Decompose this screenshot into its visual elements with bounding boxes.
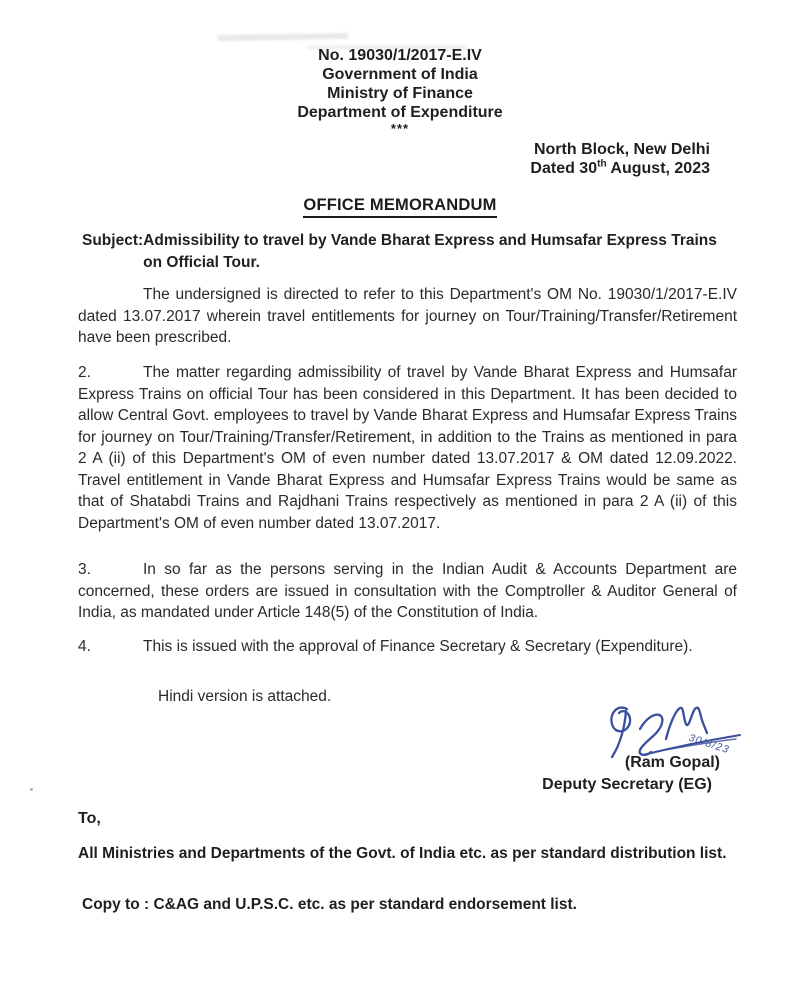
faded-stamp-artifact [218,33,348,41]
paragraph-4 [78,636,737,658]
reference-number: No. 19030/1/2017-E.IV [318,47,482,64]
memo-title-row [0,196,800,218]
paragraph-2 [78,362,737,534]
paragraph-3 [78,559,737,624]
distribution-text: All Ministries and Departments of the Govt. of India etc. as per standard distribution list. [78,845,727,862]
date-line [530,159,710,178]
paragraph-1 [78,284,737,349]
date-prefix: Dated 30 [530,160,598,177]
signatory-name: (Ram Gopal) [624,754,720,771]
org-government: Government of India [322,66,478,83]
paragraph-3-number: 3. [78,561,91,578]
place-line: North Block, New Delhi [533,141,710,158]
paragraph-4-number: 4. [78,638,91,655]
subject-text: Admissibility to travel by Vande Bharat Express and Humsafar Express Trains on Official Tour. [143,232,717,271]
org-department: Department of Expenditure [297,104,503,121]
separator-stars: *** [390,121,410,136]
to-label: To, [78,810,101,827]
signature-date-scribble: 30/8/23 [687,731,731,757]
letterhead [0,46,800,136]
closing-note: Hindi version is attached. [158,688,332,705]
paragraph-4-text: This is issued with the approval of Finance Secretary & Secretary (Expenditure). [143,638,693,655]
date-suffix: August, 2023 [606,160,710,177]
date-ordinal-suffix: th [597,158,607,170]
signatory-designation: Deputy Secretary (EG) [542,776,712,793]
scan-dot-artifact [30,788,33,791]
paragraph-3-text: In so far as the persons serving in the Indian Audit & Accounts Department are concerned, these orders are issued in consultation with the Comptroller & Auditor General of India, as mandated under Article 148(5) of the Constitution of India. [78,561,737,621]
memo-title: OFFICE MEMORANDUM [303,196,496,218]
org-ministry: Ministry of Finance [327,85,473,102]
paragraph-1-text: The undersigned is directed to refer to this Department's OM No. 19030/1/2017-E.IV dated 13.07.2017 wherein travel entitlements for journey on Tour/Training/Transfer/Retirement have been prescribed. [78,286,737,346]
paragraph-2-number: 2. [78,364,91,381]
place-date-block [530,140,710,178]
paragraph-2-text: The matter regarding admissibility of travel by Vande Bharat Express and Humsafar Express Trains on official Tour has been considered in this Department. It has been decided to allow Central Govt. employees to travel by Vande Bharat Express and Humsafar Express Trains for journey on Tour/Training/Transfer/Retirement, in addition to the Trains as mentioned in para 2 A (ii) of this Department's OM of even number dated 13.07.2017 & OM dated 12.09.2022. Travel entitlement in Vande Bharat Express and Humsafar Express Trains would be same as that of Shatabdi Trains and Rajdhani Trains respectively as mentioned in para 2 A (ii) of this Department's OM of even number dated 13.07.2017. [78,364,737,532]
copy-to-text: Copy to : C&AG and U.P.S.C. etc. as per standard endorsement list. [82,896,577,913]
subject-label: Subject: [82,232,144,249]
subject-row [82,230,740,274]
